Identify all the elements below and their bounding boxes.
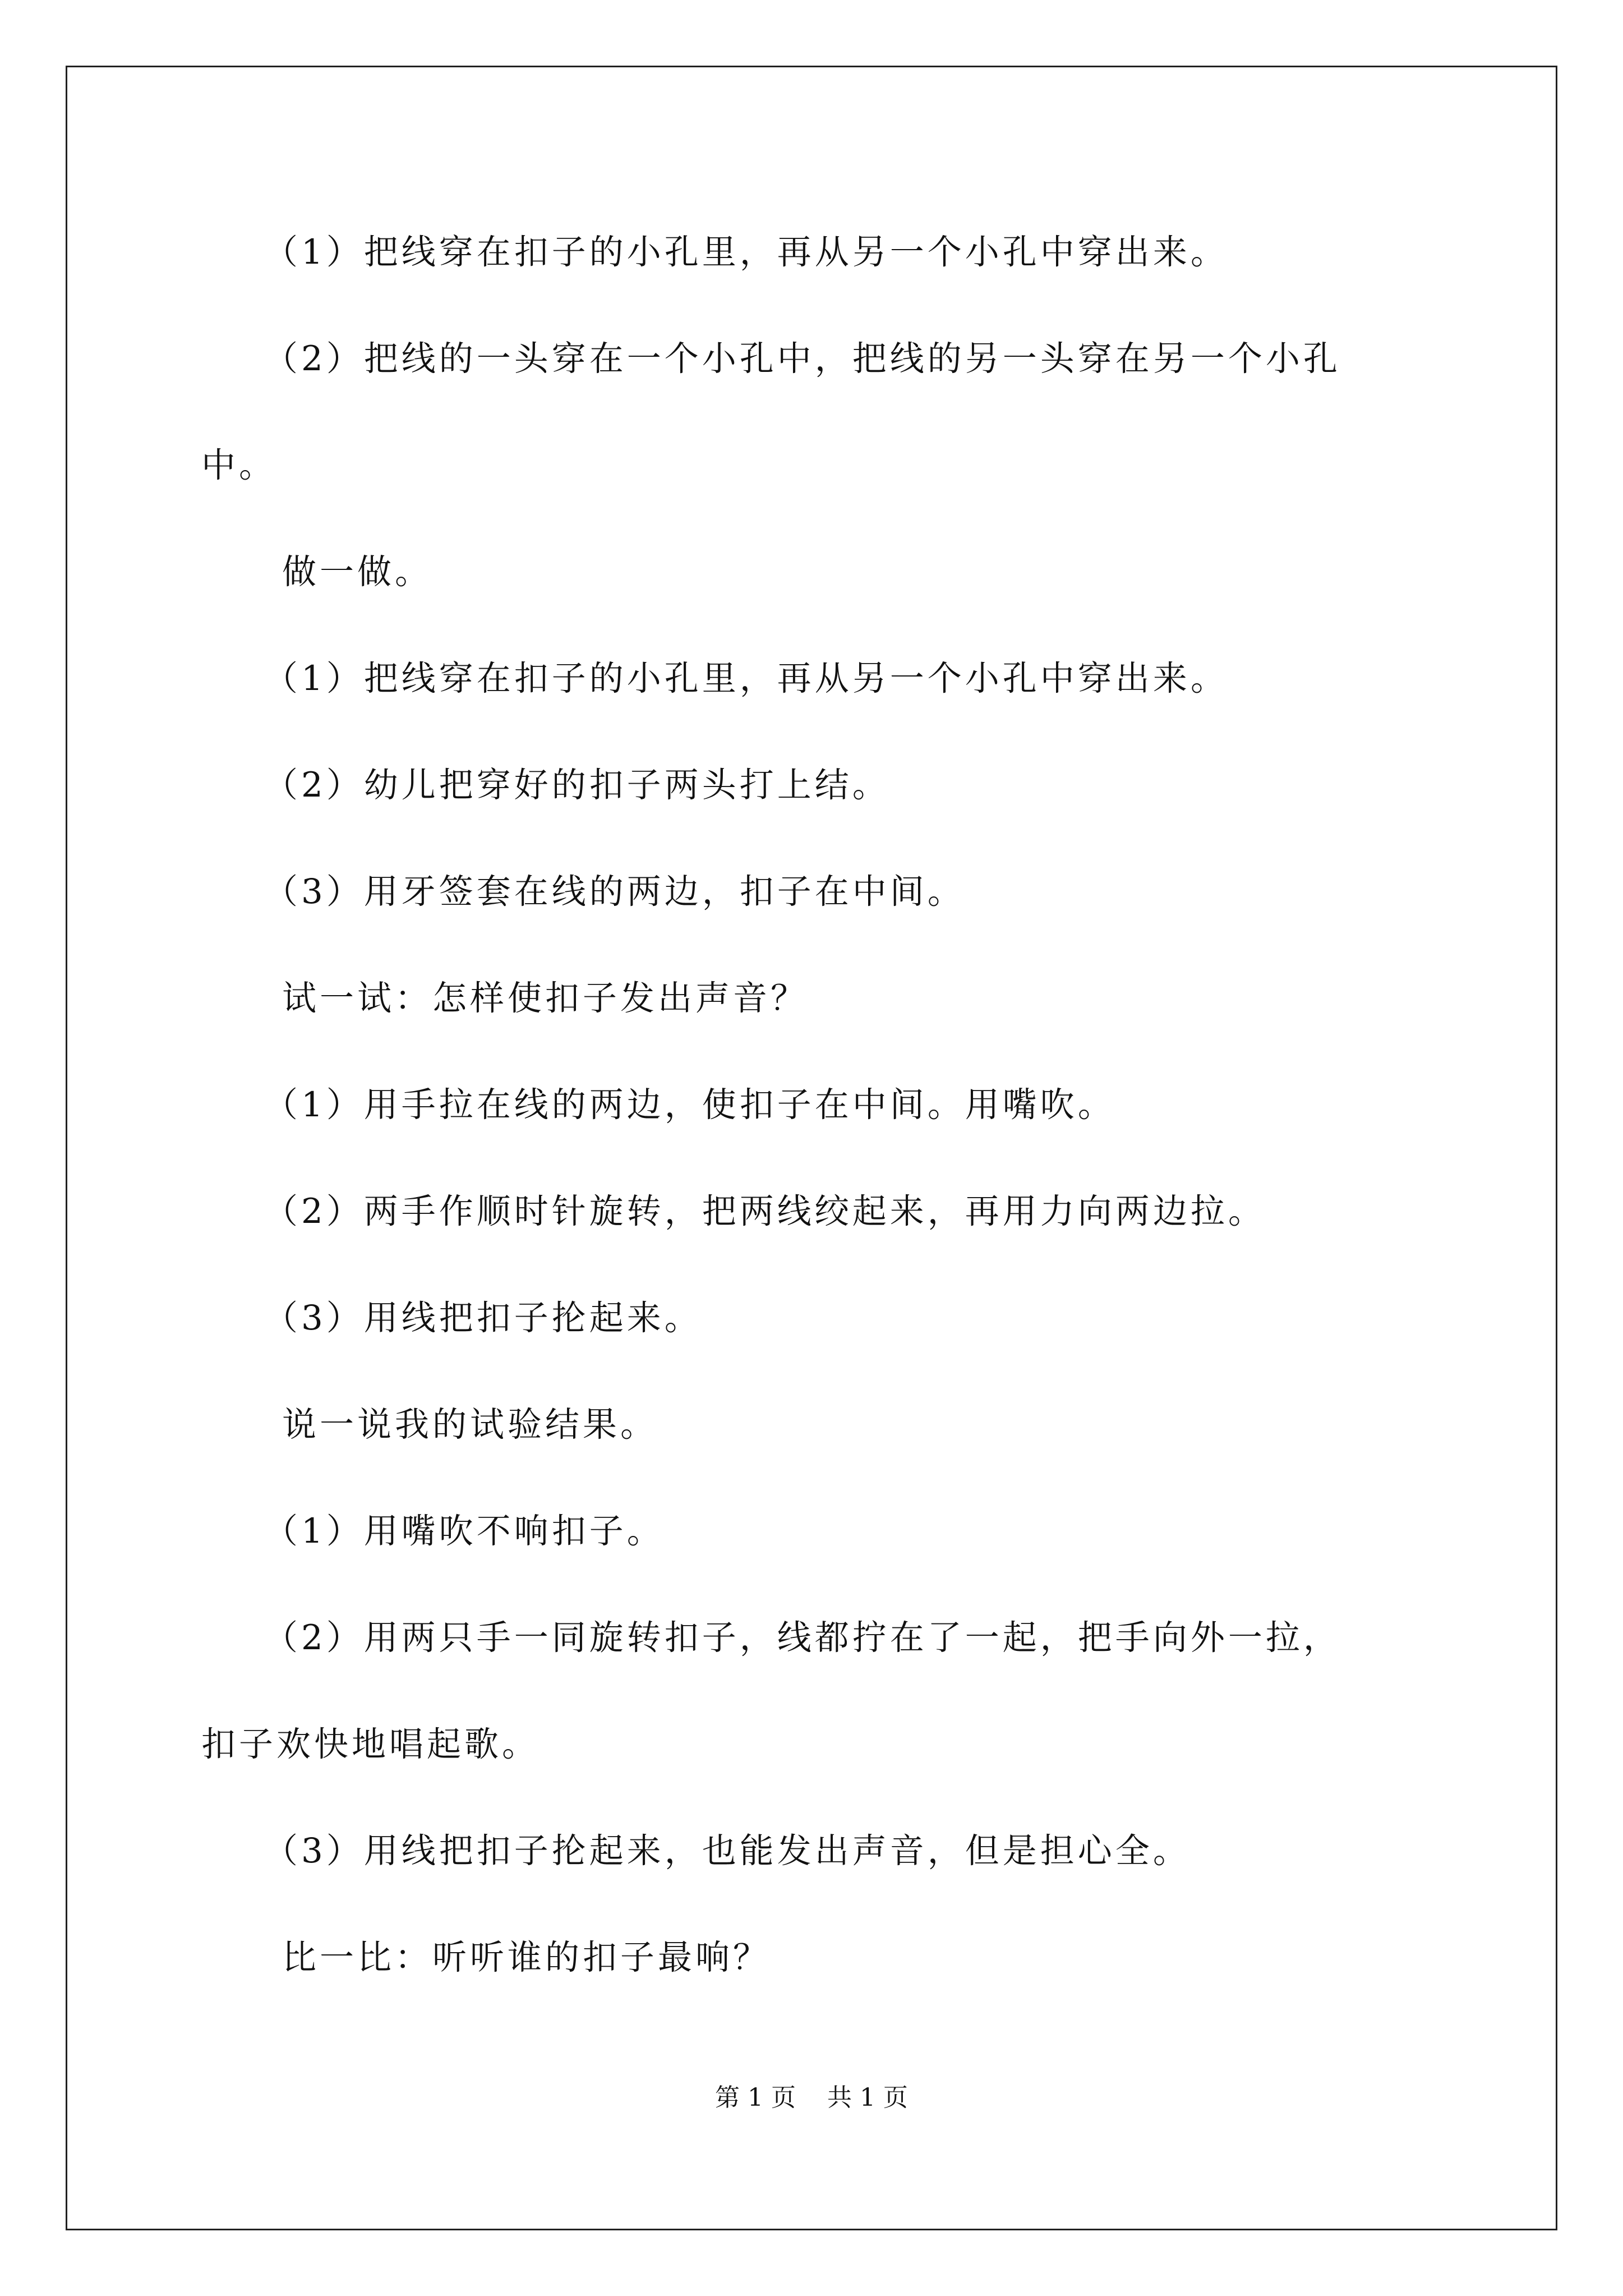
paragraph: （2）把线的一头穿在一个小孔中，把线的另一头穿在另一个小孔 — [264, 339, 1341, 379]
paragraph: （1）把线穿在扣子的小孔里，再从另一个小孔中穿出来。 — [264, 659, 1228, 698]
paragraph-continuation: 扣子欢快地唱起歌。 — [201, 1724, 540, 1764]
page-number-footer: 第 1 页 共 1 页 — [715, 2083, 908, 2112]
paragraph: （3）用线把扣子抡起来，也能发出声音，但是担心全。 — [264, 1831, 1191, 1871]
page-frame — [66, 66, 1557, 2230]
section-heading: 试一试：怎样使扣子发出声音？ — [282, 978, 809, 1018]
section-heading: 说一说我的试验结果。 — [282, 1405, 658, 1444]
paragraph: （1）把线穿在扣子的小孔里，再从另一个小孔中穿出来。 — [264, 232, 1228, 272]
paragraph: （3）用线把扣子抡起来。 — [264, 1298, 702, 1338]
paragraph: （2）幼儿把穿好的扣子两头打上结。 — [264, 765, 890, 805]
paragraph: （3）用牙签套在线的两边，扣子在中间。 — [264, 872, 965, 912]
paragraph: （2）用两只手一同旋转扣子，线都拧在了一起，把手向外一拉， — [264, 1618, 1341, 1658]
paragraph-continuation: 中。 — [201, 445, 277, 485]
paragraph: （1）用手拉在线的两边，使扣子在中间。用嘴吹。 — [264, 1085, 1115, 1125]
paragraph: （2）两手作顺时针旋转，把两线绞起来，再用力向两边拉。 — [264, 1191, 1266, 1231]
section-heading: 比一比：听听谁的扣子最响？ — [282, 1938, 771, 1977]
section-heading: 做一做。 — [282, 552, 433, 592]
paragraph: （1）用嘴吹不响扣子。 — [264, 1511, 665, 1551]
